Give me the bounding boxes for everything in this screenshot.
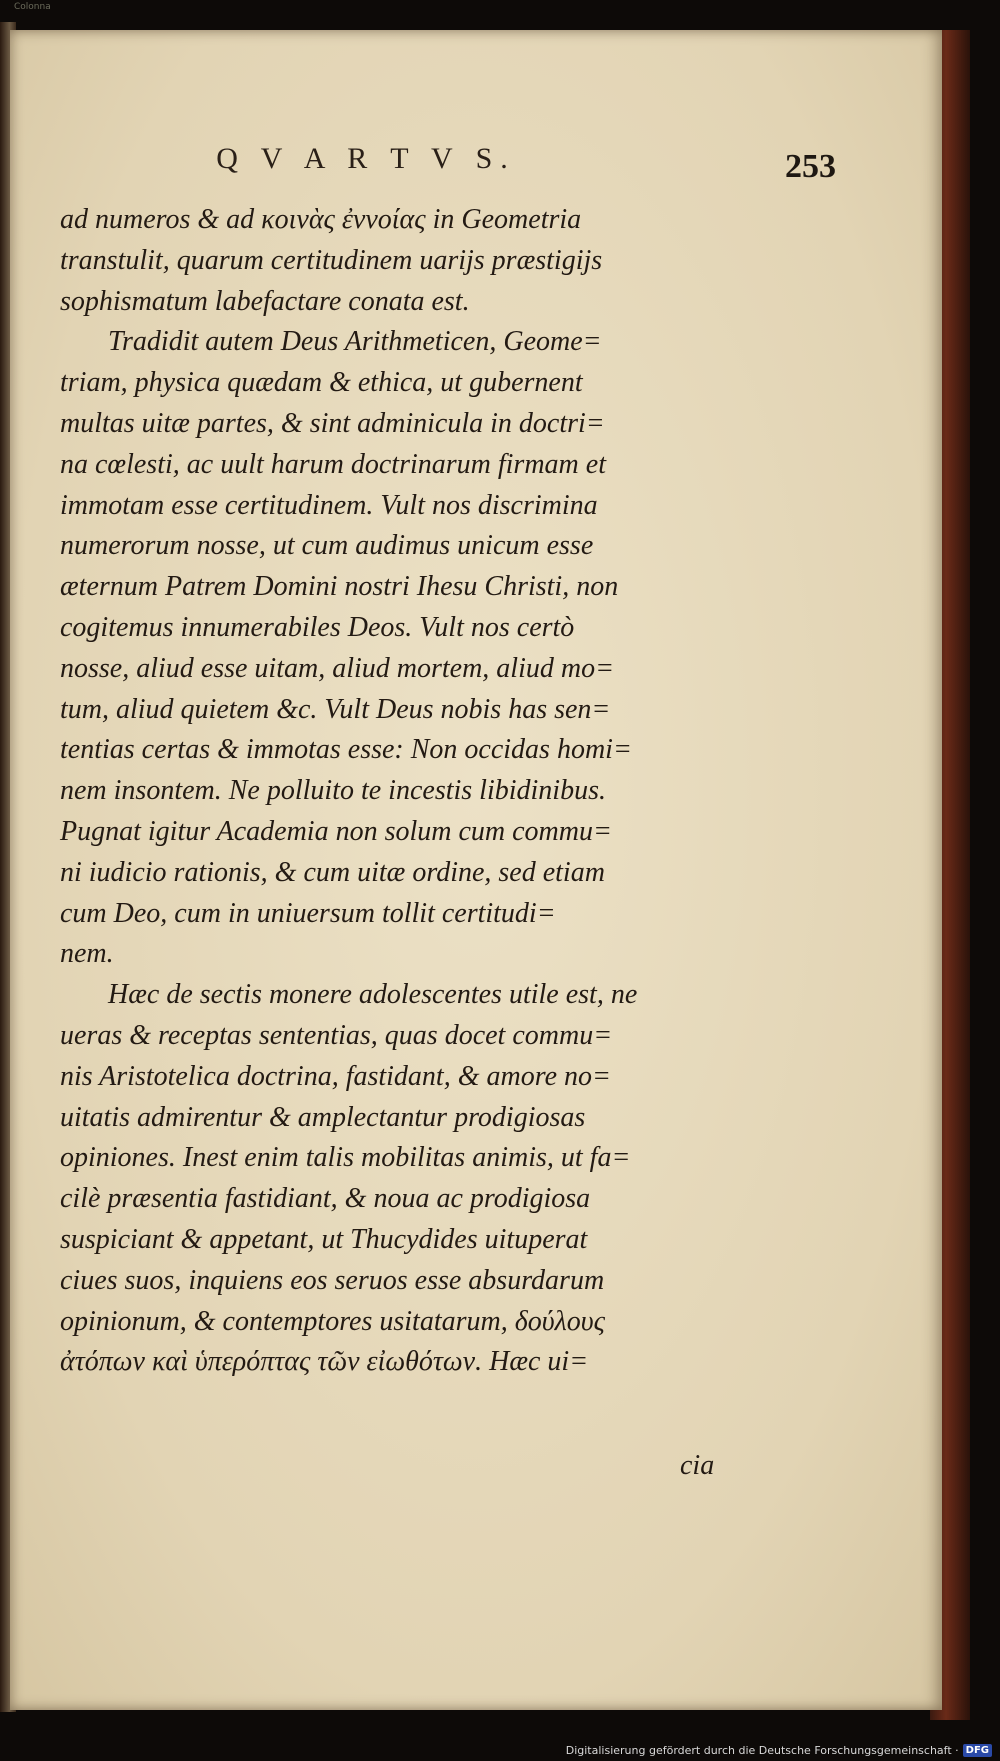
text-line: nem insontem. Ne polluito te incestis libidinibus. xyxy=(60,775,606,807)
running-head-text: Q V A R T V S. xyxy=(216,142,516,175)
text-line: Tradidit autem Deus Arithmeticen, Geome= xyxy=(108,326,602,358)
text-line: na cœlesti, ac uult harum doctrinarum firmam et xyxy=(60,448,606,480)
text-line: triam, physica quædam & ethica, ut gubernent xyxy=(60,367,583,399)
text-line: sophismatum labefactare conata est. xyxy=(60,285,470,317)
text-line: opinionum, & contemptores usitatarum, δούλους xyxy=(60,1305,605,1337)
text-line: æternum Patrem Domini nostri Ihesu Christi, non xyxy=(60,571,619,603)
footer-text: Digitalisierung gefördert durch die Deutsche Forschungsgemeinschaft · xyxy=(565,1744,959,1757)
text-line: multas uitæ partes, & sint adminicula in doctri= xyxy=(60,407,605,439)
text-line: ueras & receptas sententias, quas docet commu= xyxy=(60,1019,613,1051)
text-line: transtulit, quarum certitudinem uarijs præstigijs xyxy=(60,244,603,276)
text-line: nem. xyxy=(60,938,114,970)
text-line: nosse, aliud esse uitam, aliud mortem, aliud mo= xyxy=(60,652,614,684)
text-line: Hæc de sectis monere adolescentes utile est, ne xyxy=(108,979,638,1011)
footer-credit xyxy=(566,1744,992,1757)
book-page xyxy=(10,30,942,1710)
text-line: suspiciant & appetant, ut Thucydides uituperat xyxy=(60,1223,588,1255)
text-line: uitatis admirentur & amplectantur prodigiosas xyxy=(60,1101,586,1133)
text-line: cum Deo, cum in uniuersum tollit certitudi= xyxy=(60,897,556,929)
text-line: nis Aristotelica doctrina, fastidant, & amore no= xyxy=(60,1060,611,1092)
text-line: ad numeros & ad κοινὰς ἐννοίας in Geometria xyxy=(60,204,582,235)
text-line: ni iudicio rationis, & cum uitæ ordine, sed etiam xyxy=(60,856,605,888)
text-line: cogitemus innumerabiles Deos. Vult nos certò xyxy=(60,611,575,643)
text-line: ciues suos, inquiens eos seruos esse absurdarum xyxy=(60,1264,605,1296)
text-line: Pugnat igitur Academia non solum cum commu= xyxy=(60,815,612,847)
text-line: tum, aliud quietem &c. Vult Deus nobis has sen= xyxy=(60,693,611,725)
text-line: tentias certas & immotas esse: Non occidas homi= xyxy=(60,734,632,766)
body-text xyxy=(60,200,740,1383)
text-line: numerorum nosse, ut cum audimus unicum esse xyxy=(60,530,594,562)
catchword: cia xyxy=(680,1450,715,1481)
page-number: 253 xyxy=(785,148,836,185)
text-line: opiniones. Inest enim talis mobilitas animis, ut fa= xyxy=(60,1142,631,1174)
dfg-logo: DFG xyxy=(963,1744,992,1757)
text-line: immotam esse certitudinem. Vult nos discrimina xyxy=(60,489,598,521)
text-line: ἀτόπων καὶ ὑπερόπτας τῶν εἰωθότων. Hæc ui= xyxy=(60,1346,589,1378)
text-line: cilè præsentia fastidiant, & noua ac prodigiosa xyxy=(60,1183,591,1215)
corner-mark: Colonna xyxy=(14,2,51,12)
